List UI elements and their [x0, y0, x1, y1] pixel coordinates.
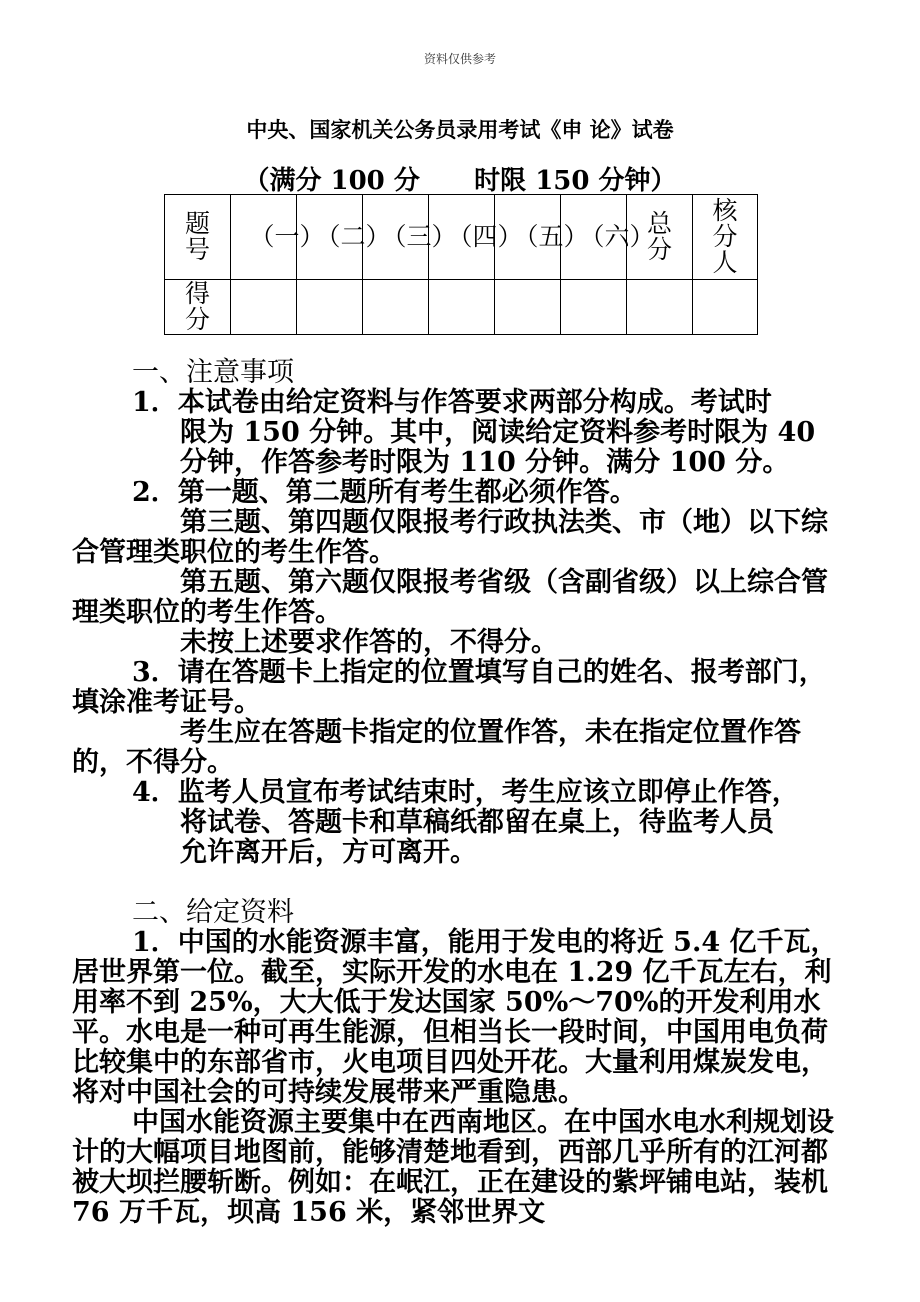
notice-item-1-line2: 限为 150 分钟。其中，阅读给定资料参考时限为 40 — [180, 417, 816, 448]
question-label-6: （六） — [579, 222, 655, 251]
notice-item-4-line2: 将试卷、答题卡和草稿纸都留在桌上，待监考人员 — [180, 807, 774, 838]
score-label: 得分 — [184, 279, 210, 334]
question-label-5: （五） — [513, 222, 589, 251]
score-label-cell — [165, 280, 231, 335]
score-table-header-row — [165, 195, 758, 280]
question-label-1: （一） — [249, 222, 325, 251]
question-label-2: （二） — [315, 222, 391, 251]
section-gap — [72, 868, 852, 898]
section2-heading: 二、给定资料 — [132, 897, 294, 928]
notice-item-3-para2: 考生应在答题卡指定的位置作答，未在指定位置作答的，不得分。 — [72, 717, 801, 778]
header-note: 资料仅供参考 — [423, 52, 496, 66]
score-input-cell[interactable] — [627, 280, 693, 335]
checker-cell — [693, 195, 758, 280]
notice-item-4-line1: 4．监考人员宣布考试结束时，考生应该立即停止作答， — [132, 777, 799, 808]
notice-item-4-line3: 允许离开后，方可离开。 — [180, 837, 477, 868]
score-input-cell[interactable] — [495, 280, 561, 335]
score-input-cell[interactable] — [231, 280, 297, 335]
score-input-cell[interactable] — [561, 280, 627, 335]
material-para-1: 1．中国的水能资源丰富，能用于发电的将近 5.4 亿千瓦，居世界第一位。截至，实际开发的水电在 1.29 亿千瓦左右，利用率不到 25%，大大低于发达国家 50%～70%的开发利用水平。水电是一种可再生能源，但相当长一段时间，中国用电负荷比较集中的东部省市，火电项目四处开花。大量利用煤炭发电，将对中国社会的可持续发展带来严重隐患。 — [72, 927, 838, 1108]
question-label-4: （四） — [447, 222, 523, 251]
notice-item-2-para3: 第五题、第六题仅限报考省级（含副省级）以上综合管理类职位的考生作答。 — [72, 567, 828, 628]
notice-item-1-line1: 1．本试卷由给定资料与作答要求两部分构成。考试时 — [132, 387, 772, 418]
notice-item-3-para1: 3．请在答题卡上指定的位置填写自己的姓名、报考部门，填涂准考证号。 — [72, 657, 826, 718]
score-input-cell[interactable] — [297, 280, 363, 335]
exam-subtitle: （满分 100 分 时限 150 分钟） — [243, 166, 677, 196]
notice-item-2-para2: 第三题、第四题仅限报考行政执法类、市（地）以下综合管理类职位的考生作答。 — [72, 507, 828, 568]
question-cell — [231, 195, 325, 280]
score-table — [164, 194, 758, 335]
score-input-cell[interactable] — [363, 280, 429, 335]
header-label: 题号 — [184, 209, 210, 264]
exam-content — [72, 358, 852, 1228]
notice-item-1-line3: 分钟，作答参考时限为 110 分钟。满分 100 分。 — [180, 447, 790, 478]
notice-item-2-para4: 未按上述要求作答的，不得分。 — [180, 627, 558, 658]
checker-label: 核分人 — [712, 196, 738, 277]
score-table-score-row — [165, 280, 758, 335]
question-label-3: （三） — [381, 222, 457, 251]
total-label: 总分 — [646, 209, 672, 264]
section1-heading: 一、注意事项 — [132, 357, 294, 388]
score-input-cell[interactable] — [429, 280, 495, 335]
notice-item-2-line1: 2．第一题、第二题所有考生都必须作答。 — [132, 477, 637, 508]
material-para-2: 中国水能资源主要集中在西南地区。在中国水电水利规划设计的大幅项目地图前，能够清楚地看到，西部几乎所有的江河都被大坝拦腰斩断。例如：在岷江，正在建设的紫坪铺电站，装机 76 万千瓦，坝高 156 米，紧邻世界文 — [72, 1107, 834, 1228]
score-input-cell[interactable] — [693, 280, 758, 335]
header-label-cell — [165, 195, 231, 280]
exam-title: 中央、国家机关公务员录用考试《申 论》试卷 — [246, 117, 674, 142]
